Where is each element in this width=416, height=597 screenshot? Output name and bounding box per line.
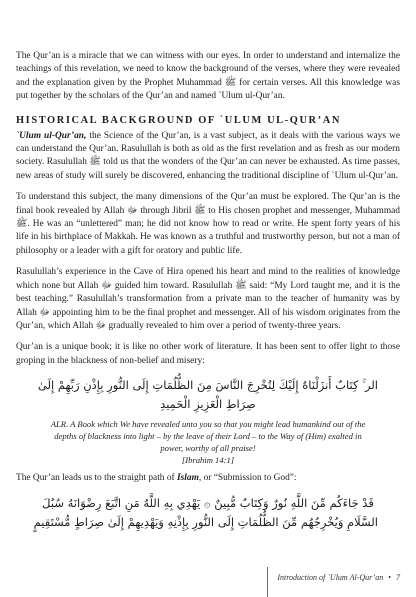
page-footer (267, 562, 400, 592)
verse-1-translation (46, 418, 370, 466)
verse-1-reference: [Ibrahim 14:1] (181, 455, 235, 466)
verse-1-arabic-line-1: الر ۚ كِتَابٌ أَنزَلْنَاهُ إِلَيْكَ لِتُخْرِجَ النَّاسَ مِنَ الظُّلُمَاتِ إِلَى النُّورِ بِإِذْنِ رَبِّهِمْ إِلَىٰ (37, 378, 378, 393)
page-number: 7 (396, 572, 400, 582)
intro-paragraph: The Qur’an is a miracle that we can witness with our eyes. In order to understand and internalize the teachings of this revelation, we need to know the background of the verses, where they were revealed and the explanation given by the Prophet Muhammad ﷺ for certain verses. All this knowledge was put together by the scholars of the Qur’an and named `Ulum ul-Qur’an. (16, 51, 400, 102)
ulum-lead-term: `Ulum ul-Qur’an, (16, 130, 87, 141)
islam-term: Islam (176, 473, 199, 484)
straight-path-paragraph (16, 472, 400, 485)
straight-path-end-text: , or “Submission to God”: (198, 473, 297, 484)
footer-divider (267, 567, 268, 597)
verse-1-translation-text: ALR. A Book which We have revealed unto you so that you might lead humankind out of the depths of blackness into light – by the leave of their Lord – to the Way of (Him) exalted in power, worthy of all praise! (50, 419, 366, 454)
verse-2-arabic-line-1: قَدْ جَاءَكُم مِّنَ اللَّهِ نُورٌ وَكِتَابٌ مُّبِينٌ ۞ يَهْدِي بِهِ اللَّهُ مَنِ اتَّبَعَ رِضْوَانَهُ سُبُلَ (42, 495, 374, 510)
verse-1-arabic (38, 376, 378, 414)
section-heading: HISTORICAL BACKGROUND OF `ULUM UL-QUR’AN (16, 114, 341, 126)
dimensions-paragraph: To understand this subject, the many dimensions of the Qur’an must be explored. The Qur’an is the final book revealed by Allah ﷻ through Jibril ﷺ to His chosen prophet and messenger, Muhammad ﷺ. He was an “unlettered” man; he did not know how to read or write. He spent forty years of his life in his birthplace of Makkah. He was known as a truthful and trustworthy person, but not a man of philosophy or a leader with a gift for oratory and public life. (16, 192, 400, 256)
verse-2-arabic-line-2: السَّلَامِ وَيُخْرِجُهُم مِّنَ الظُّلُمَاتِ إِلَى النُّورِ بِإِذْنِهِ وَيَهْدِيهِمْ إِلَىٰ صِرَاطٍ مُّسْتَقِيمٍ (33, 514, 378, 529)
footer-label: Introduction of `Ulum Al-Qur’an (277, 572, 384, 582)
ulum-paragraph (16, 130, 400, 184)
hira-paragraph: Rasulullah’s experience in the Cave of Hira opened his heart and mind to the realities of knowledge which none but Allah ﷻ guided him toward. Rasulullah ﷺ said: “My Lord taught me, and it is the best teaching.” Rasulullah’s transformation from a private man to the teacher of humanity was by Allah ﷻ appointing him to be the final prophet and messenger. All of his wisdom originates from the Qur’an, which Allah ﷻ gradually revealed to him over a period of twenty-three years. (16, 267, 400, 331)
verse-2-arabic (33, 494, 378, 532)
unique-book-paragraph: Qur’an is a unique book; it is like no other work of literature. It has been sent to offer light to those groping in the blackness of non-belief and misery: (16, 342, 400, 366)
verse-1-arabic-line-2: صِرَاطِ الْعَزِيزِ الْحَمِيدِ (160, 397, 256, 412)
straight-path-text: The Qur’an leads us to the straight path of (16, 473, 177, 484)
page-content (16, 50, 400, 536)
ulum-paragraph-text: the Science of the Qur’an, is a vast subject, as it deals with the various ways we can understand the Qur’an. Rasulullah is both as old as the first revelation and as fresh as our modern society. Rasulullah ﷺ told us that the wonders of the Qur’an can never be exhausted. As time passes, new areas of study will surely be discovered, enhancing the traditional discipline of `Ulum ul-Qur’an. (16, 130, 401, 181)
footer-separator: • (388, 572, 391, 582)
